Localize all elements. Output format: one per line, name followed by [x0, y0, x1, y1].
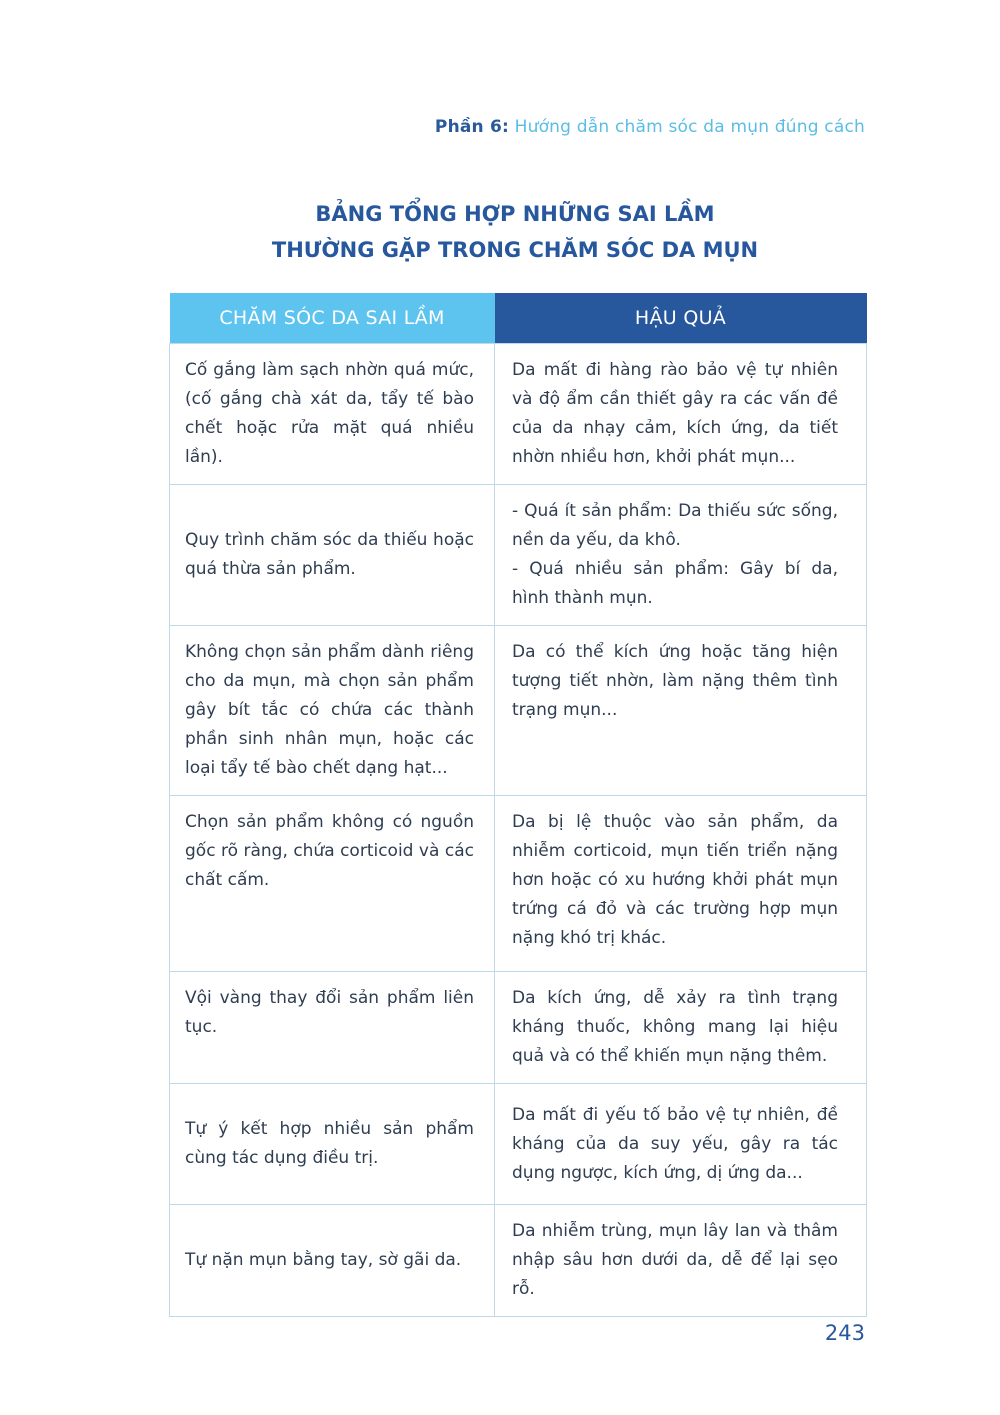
table-title — [0, 196, 1000, 268]
mistake-cell: Không chọn sản phẩm dành riêng cho da mụn, mà chọn sản phẩm gây bít tắc có chứa các thành phần sinh nhân mụn, hoặc các loại tẩy tế bào chết dạng hạt... — [170, 626, 495, 796]
mistakes-table — [169, 293, 867, 1317]
table-row — [170, 344, 867, 485]
consequence-cell: Da bị lệ thuộc vào sản phẩm, da nhiễm corticoid, mụn tiến triển nặng hơn hoặc có xu hướng khởi phát mụn trứng cá đỏ và các trường hợp mụn nặng khó trị khác. — [495, 796, 867, 972]
mistake-cell: Cố gắng làm sạch nhờn quá mức, (cố gắng chà xát da, tẩy tế bào chết hoặc rửa mặt quá nhiều lần). — [170, 344, 495, 485]
consequence-line: - Quá ít sản phẩm: Da thiếu sức sống, nền da yếu, da khô. — [512, 501, 838, 550]
table-row — [170, 485, 867, 626]
table-header-row — [170, 293, 867, 344]
running-header — [435, 117, 865, 137]
column-header-consequences: HẬU QUẢ — [495, 293, 867, 344]
page-number: 243 — [824, 1321, 865, 1345]
mistake-cell: Vội vàng thay đổi sản phẩm liên tục. — [170, 972, 495, 1084]
consequence-cell: Da mất đi yếu tố bảo vệ tự nhiên, đề kháng của da suy yếu, gây ra tác dụng ngược, kích ứng, dị ứng da... — [495, 1084, 867, 1205]
consequence-cell: Da có thể kích ứng hoặc tăng hiện tượng tiết nhờn, làm nặng thêm tình trạng mụn... — [495, 626, 867, 796]
table-title-line-1: BẢNG TỔNG HỢP NHỮNG SAI LẦM — [315, 202, 715, 226]
consequence-cell: Da nhiễm trùng, mụn lây lan và thâm nhập sâu hơn dưới da, dễ để lại sẹo rỗ. — [495, 1205, 867, 1317]
column-header-mistakes: CHĂM SÓC DA SAI LẦM — [170, 293, 495, 344]
table-row — [170, 1205, 867, 1317]
mistake-cell: Tự nặn mụn bằng tay, sờ gãi da. — [170, 1205, 495, 1317]
consequence-line: - Quá nhiều sản phẩm: Gây bí da, hình thành mụn. — [512, 559, 838, 608]
consequence-cell — [495, 485, 867, 626]
consequence-cell: Da kích ứng, dễ xảy ra tình trạng kháng thuốc, không mang lại hiệu quả và có thể khiến mụn nặng thêm. — [495, 972, 867, 1084]
table-row — [170, 796, 867, 972]
mistake-cell: Chọn sản phẩm không có nguồn gốc rõ ràng, chứa corticoid và các chất cấm. — [170, 796, 495, 972]
table-row — [170, 1084, 867, 1205]
table-row — [170, 626, 867, 796]
consequence-cell: Da mất đi hàng rào bảo vệ tự nhiên và độ ẩm cần thiết gây ra các vấn đề của da nhạy cảm, kích ứng, da tiết nhờn nhiều hơn, khởi phát mụn... — [495, 344, 867, 485]
part-label: Phần 6: — [434, 117, 510, 137]
mistake-cell: Quy trình chăm sóc da thiếu hoặc quá thừa sản phẩm. — [170, 485, 495, 626]
part-title: Hướng dẫn chăm sóc da mụn đúng cách — [514, 117, 865, 137]
table-row — [170, 972, 867, 1084]
table-title-line-2: THƯỜNG GẶP TRONG CHĂM SÓC DA MỤN — [271, 238, 759, 262]
mistake-cell: Tự ý kết hợp nhiều sản phẩm cùng tác dụng điều trị. — [170, 1084, 495, 1205]
